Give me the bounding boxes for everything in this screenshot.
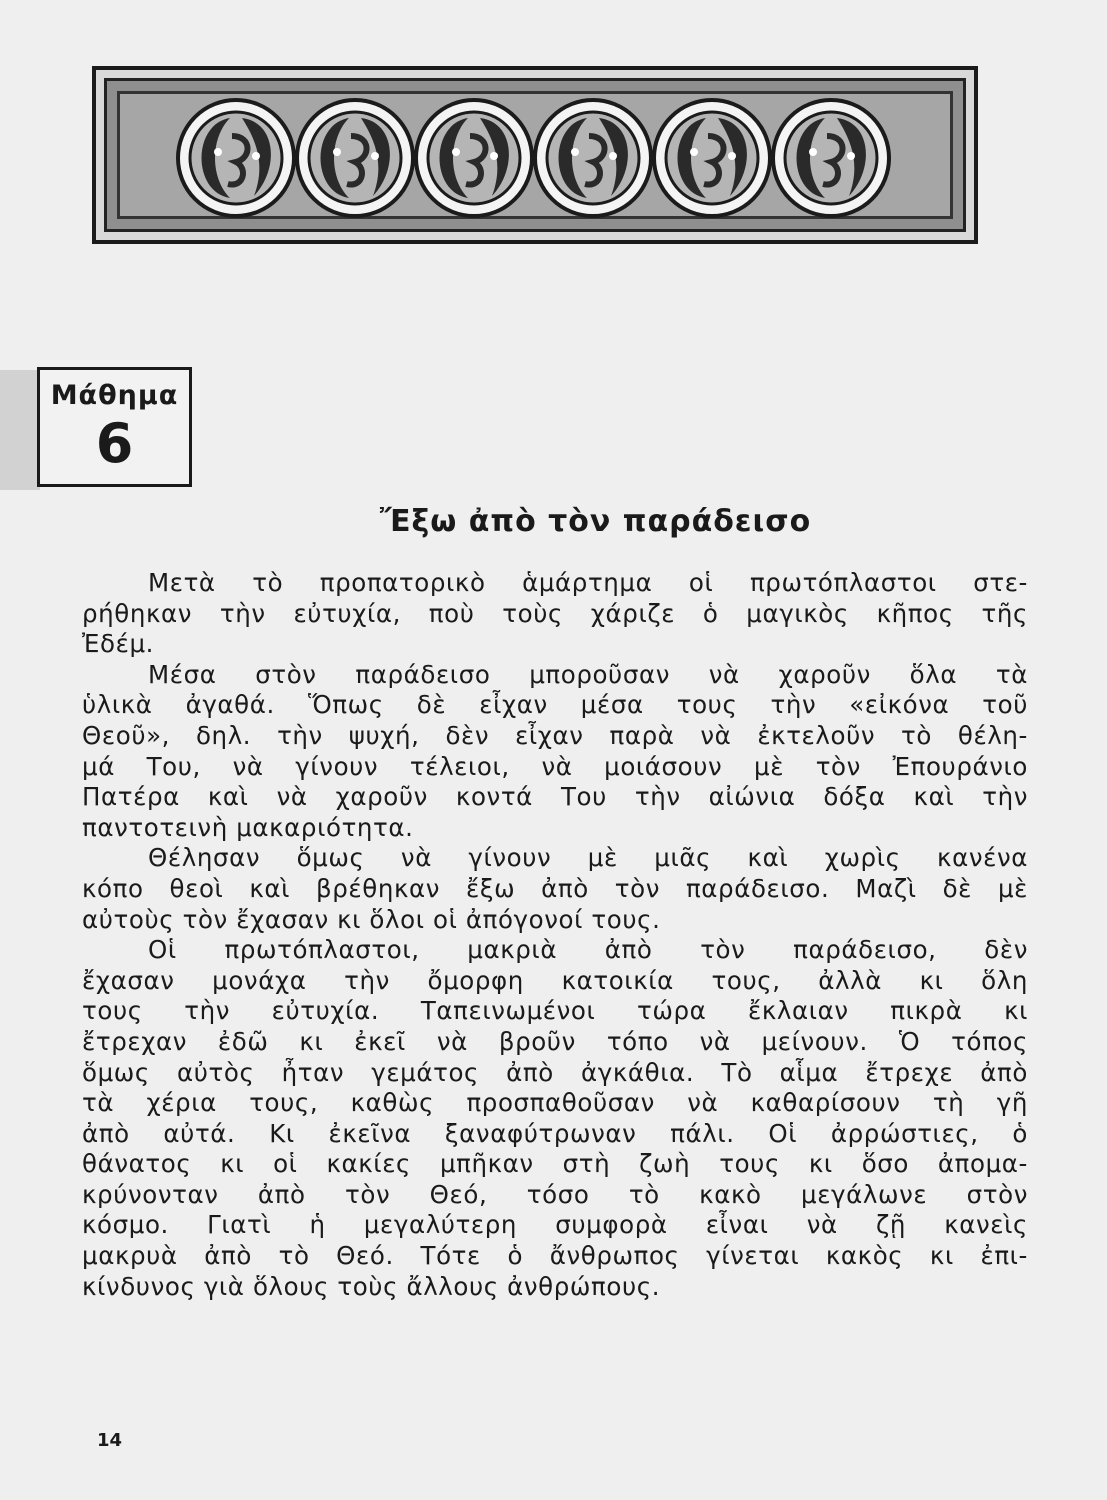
medallion-ornament-icon	[654, 100, 770, 216]
text-line: ρήθηκαν τὴν εὐτυχία, ποὺ τοὺς χάριζε ὁ μαγικὸς κῆπος τῆς	[82, 598, 1028, 628]
text-line: κίνδυνος γιὰ ὅλους τοὺς ἄλλους ἀνθρώπους.	[82, 1271, 661, 1301]
text-line: τους τὴν εὐτυχία. Ταπεινωμένοι τώρα ἔκλαιαν πικρὰ κι	[82, 996, 1028, 1026]
text-line: ὅμως αὐτὸς ἦταν γεμάτος ἀπὸ ἀγκάθια. Τὸ αἷμα ἔτρεχε ἀπὸ	[82, 1057, 1028, 1087]
decorative-banner	[92, 66, 978, 244]
banner-ornaments	[96, 70, 974, 240]
text-line: κρύνονταν ἀπὸ τὸν Θεό, τόσο τὸ κακὸ μεγάλωνε στὸν	[82, 1179, 1028, 1209]
text-line: θάνατος κι οἱ κακίες μπῆκαν στὴ ζωὴ τους κι ὅσο ἀπομα-	[82, 1149, 1028, 1179]
medallion-ornament-icon	[297, 100, 413, 216]
text-line: Ἐδέμ.	[82, 629, 155, 659]
text-line: Θέλησαν ὅμως νὰ γίνουν μὲ μιᾶς καὶ χωρὶς κανένα	[148, 843, 1028, 873]
text-line: ἀπὸ αὐτά. Κι ἐκεῖνα ξαναφύτρωναν πάλι. Οἱ ἀρρώστιες, ὁ	[82, 1118, 1028, 1148]
text-line: ἔτρεχαν ἐδῶ κι ἐκεῖ νὰ βροῦν τόπο νὰ μείνουν. Ὁ τόπος	[82, 1026, 1028, 1056]
text-line: μακρυὰ ἀπὸ τὸ Θεό. Τότε ὁ ἄνθρωπος γίνεται κακὸς κι ἐπι-	[82, 1241, 1028, 1271]
medallion-ornament-icon	[178, 100, 294, 216]
text-line: κόπο θεοὶ καὶ βρέθηκαν ἔξω ἀπὸ τὸν παράδεισο. Μαζὶ δὲ μὲ	[82, 873, 1028, 903]
text-line: Μέσα στὸν παράδεισο μποροῦσαν νὰ χαροῦν ὅλα τὰ	[148, 659, 1028, 689]
text-line: ἔχασαν μονάχα τὴν ὄμορφη κατοικία τους, ἀλλὰ κι ὅλη	[82, 965, 1028, 995]
text-line: τὰ χέρια τους, καθὼς προσπαθοῦσαν νὰ καθαρίσουν τὴ γῆ	[82, 1088, 1028, 1118]
lesson-side-strip	[0, 370, 40, 490]
chapter-title: Ἔξω ἀπὸ τὸν παράδεισο	[379, 504, 812, 539]
page-number: 14	[97, 1430, 123, 1451]
text-line: Θεοῦ», δηλ. τὴν ψυχή, δὲν εἶχαν παρὰ νὰ ἐκτελοῦν τὸ θέλη-	[82, 720, 1028, 750]
text-line: Μετὰ τὸ προπατορικὸ ἁμάρτημα οἱ πρωτόπλαστοι στε-	[148, 568, 1028, 597]
medallion-ornament-icon	[535, 100, 651, 216]
text-line: μά Του, νὰ γίνουν τέλειοι, νὰ μοιάσουν μὲ τὸν Ἐπουράνιο	[82, 751, 1028, 781]
lesson-label: Μάθημα	[50, 380, 179, 411]
medallion-ornament-icon	[773, 100, 889, 216]
text-line: Πατέρα καὶ νὰ χαροῦν κοντά Του τὴν αἰώνια δόξα καὶ τὴν	[82, 782, 1028, 812]
medallion-ornament-icon	[416, 100, 532, 216]
text-line: κόσμο. Γιατὶ ἡ μεγαλύτερη συμφορὰ εἶναι νὰ ζῇ κανεὶς	[82, 1210, 1028, 1240]
lesson-badge	[37, 367, 192, 487]
body-text	[82, 568, 1028, 1302]
text-line: παντοτεινὴ μακαριότητα.	[82, 812, 414, 842]
text-line: αὐτοὺς τὸν ἔχασαν κι ὅλοι οἱ ἀπόγονοί τους.	[82, 904, 661, 934]
text-line: Οἱ πρωτόπλαστοι, μακριὰ ἀπὸ τὸν παράδεισο, δὲν	[148, 935, 1028, 965]
text-line: ὑλικὰ ἀγαθά. Ὅπως δὲ εἶχαν μέσα τους τὴν «εἰκόνα τοῦ	[82, 690, 1028, 720]
lesson-number: 6	[95, 412, 134, 475]
